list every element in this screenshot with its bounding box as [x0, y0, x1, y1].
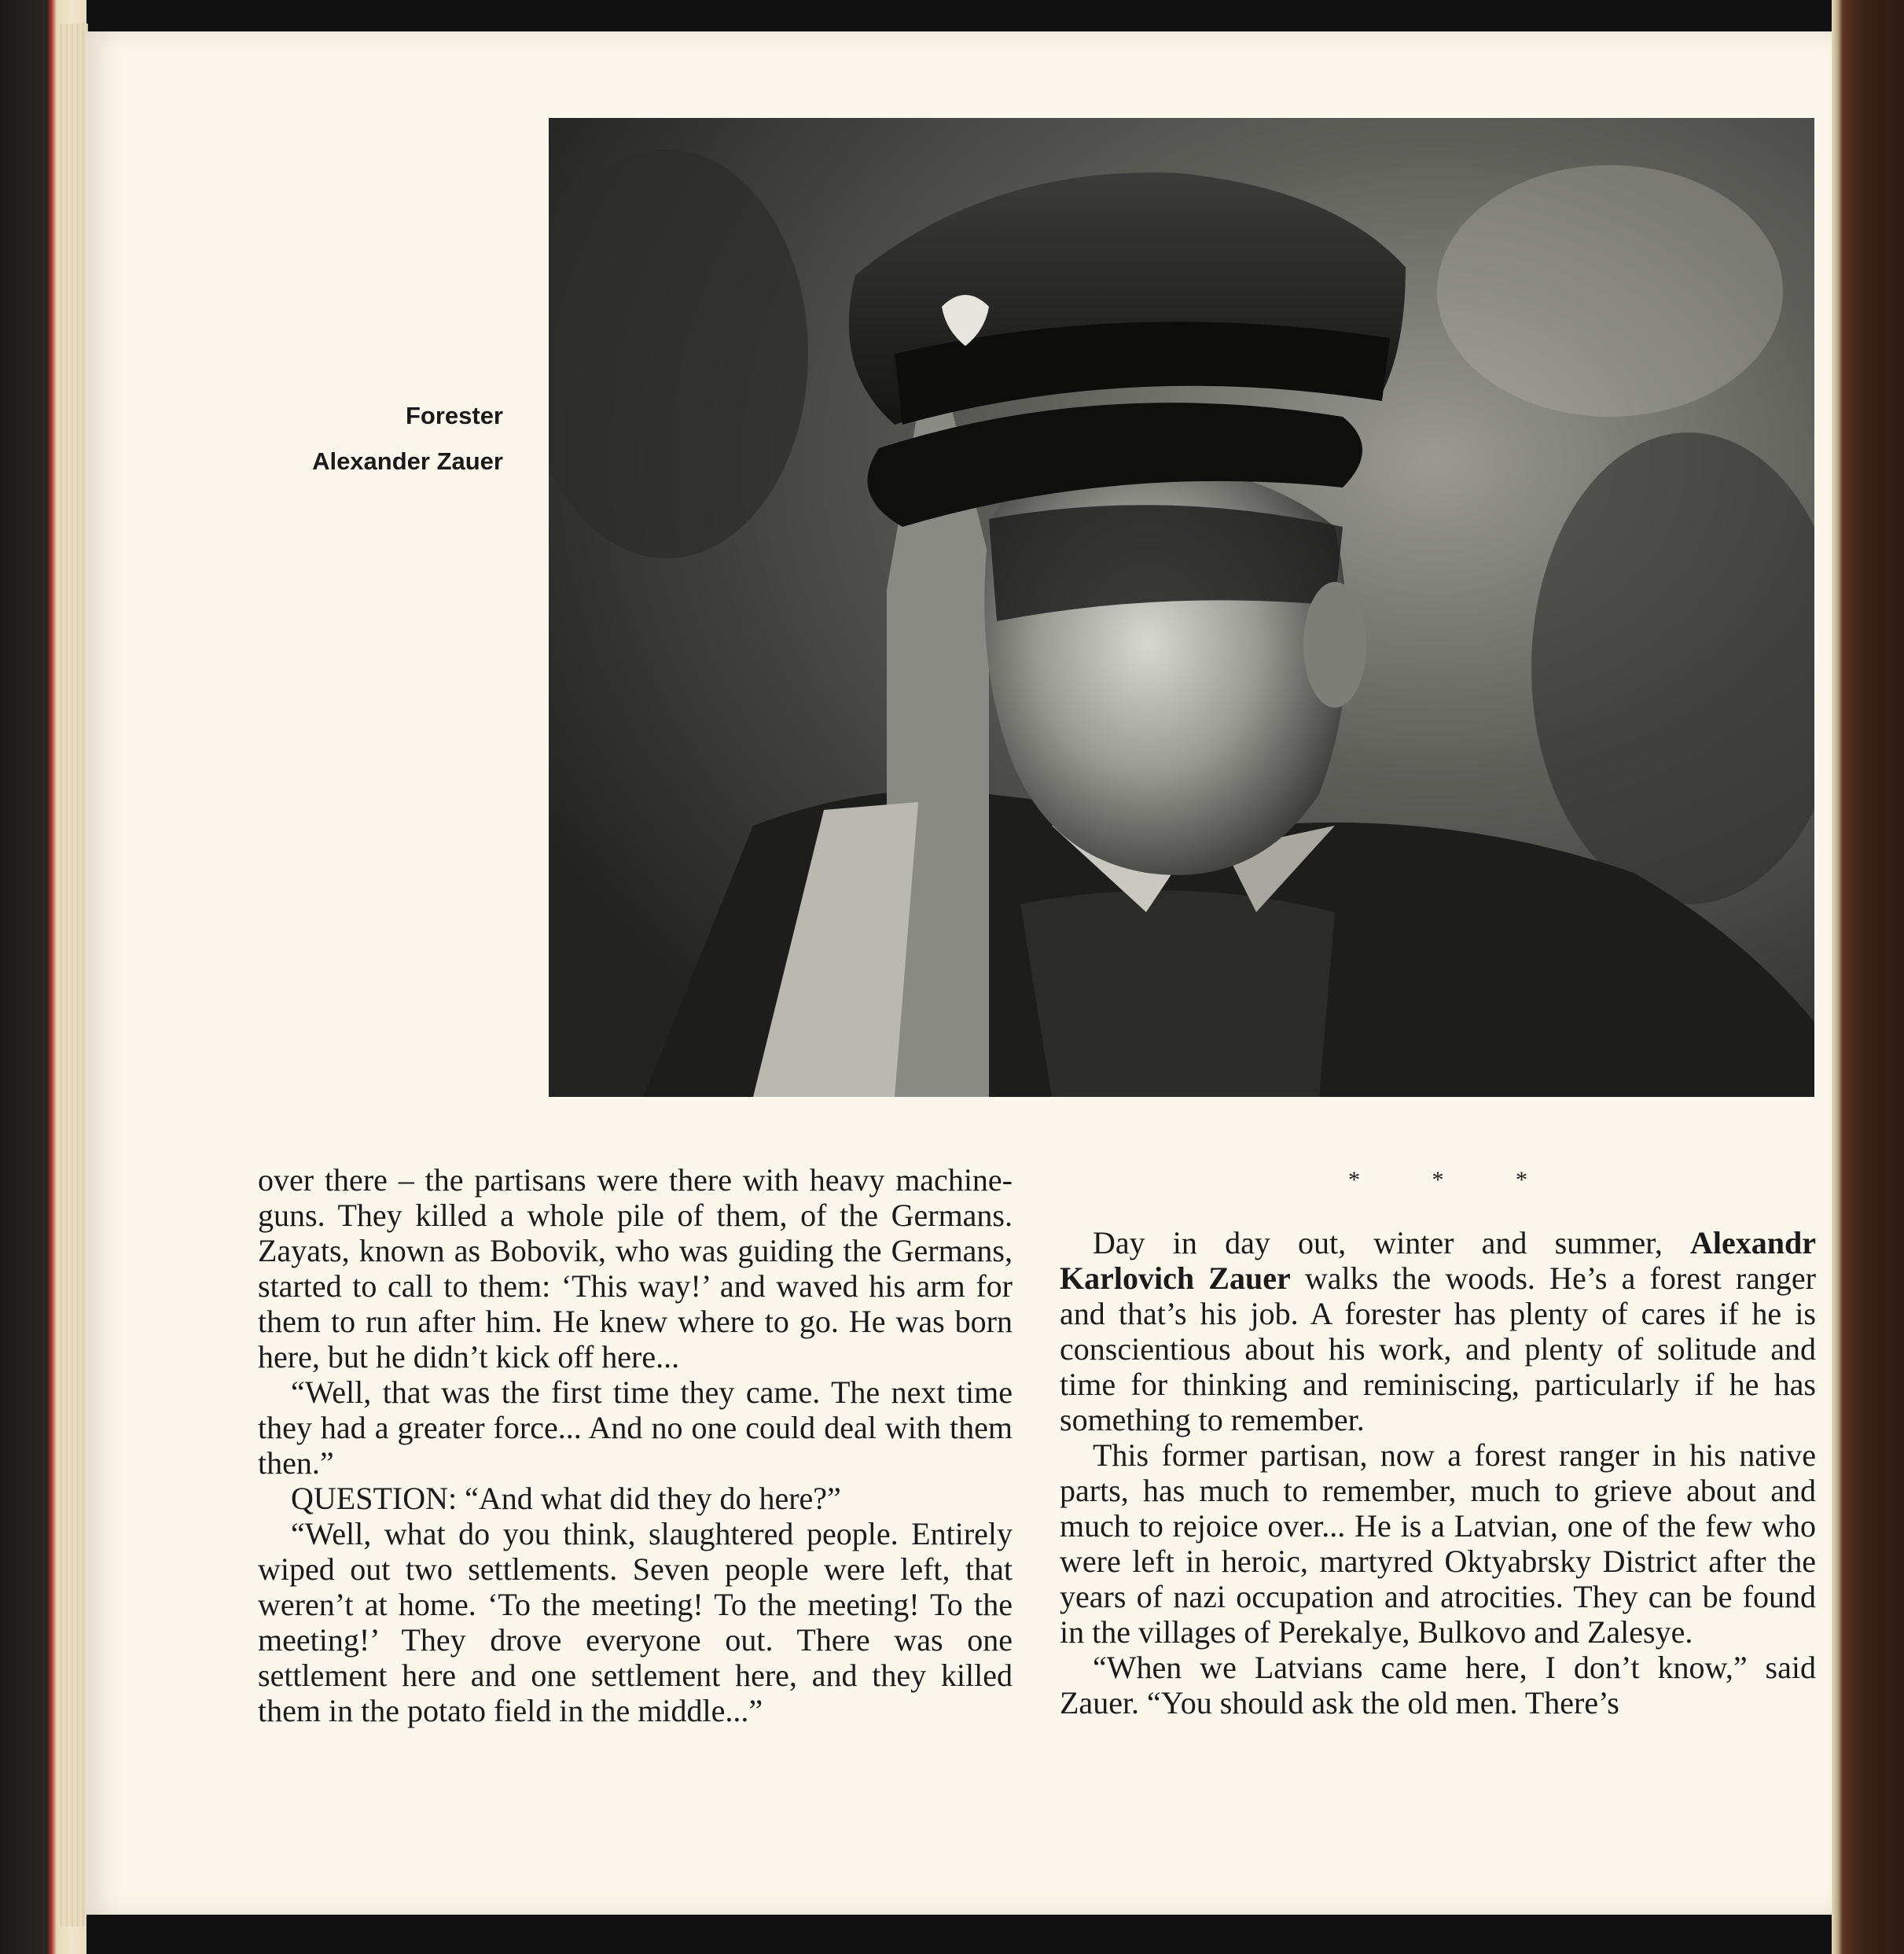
- right-text-column: [1060, 1162, 1816, 1720]
- paragraph-text: Day in day out, winter and summer,: [1093, 1225, 1690, 1260]
- caption-line-1: Forester: [405, 402, 503, 429]
- paragraph: This former partisan, now a forest ranger in his native parts, has much to remember, much to grieve about and much to rejoice over... He is a Latvian, one of the few who were left in heroic, martyred Oktyabrsky District after the years of nazi occupation and atrocities. They can be found in the villages of Perekalye, Bulkovo and Zalesye.: [1060, 1437, 1816, 1650]
- paragraph-text: walks the woods. He’s a forest ranger and that’s his job. A forester has plenty of cares if he is conscientious about his work, and plenty of solitude and time for thinking and reminiscing, particularly if he has something to remember.: [1060, 1260, 1816, 1437]
- book-top-shadow: [86, 0, 1832, 31]
- page-stack-edges: [57, 24, 88, 1926]
- forester-portrait-photo: [549, 118, 1814, 1097]
- person-name: Alexandr Karlovich Zauer: [1060, 1225, 1816, 1296]
- section-separator: * * *: [1348, 1167, 1560, 1193]
- paragraph: “When we Latvians came here, I don’t know,” said Zauer. “You should ask the old men. There’s: [1060, 1650, 1816, 1720]
- book-right-edge: [1832, 0, 1904, 1954]
- portrait-illustration: [549, 118, 1814, 1097]
- caption-line-2: Alexander Zauer: [312, 447, 503, 475]
- paragraph: QUESTION: “And what did they do here?”: [291, 1481, 841, 1516]
- paragraph: “Well, what do you think, slaughtered people. Entirely wiped out two settlements. Seven people were left, that weren’t at home. ‘To the meeting! To the meeting! To the meeting!’ They drove everyone out. There was one settlement here and one settlement here, and they killed them in the potato field in the middle...”: [258, 1516, 1013, 1728]
- paragraph: over there – the partisans were there with heavy machine-guns. They killed a whole pile of them, of the Germans. Zayats, known as Bobovik, who was guiding the Germans, started to call to them: ‘This way!’ and waved his arm for them to run after him. He knew where to go. He was born here, but he didn’t kick off here...: [258, 1162, 1013, 1374]
- book-bottom-shadow: [86, 1915, 1832, 1954]
- photo-caption: [259, 393, 503, 484]
- paragraph: [1060, 1225, 1816, 1437]
- left-text-column: [258, 1162, 1013, 1728]
- paragraph: “Well, that was the first time they came. The next time they had a greater force... And no one could deal with them then.”: [258, 1374, 1013, 1481]
